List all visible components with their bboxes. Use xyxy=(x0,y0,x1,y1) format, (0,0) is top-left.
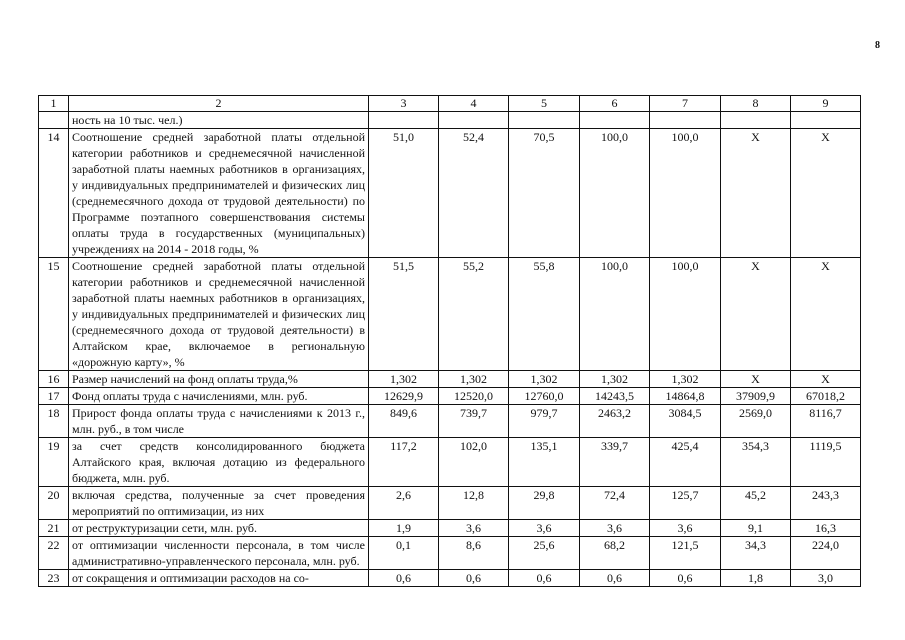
indicator-description: Фонд оплаты труда с начислениями, млн. руб. xyxy=(69,388,369,405)
value-cell: 0,6 xyxy=(580,570,650,587)
value-cell: 121,5 xyxy=(650,537,721,570)
value-cell: 14243,5 xyxy=(580,388,650,405)
value-cell xyxy=(509,112,580,129)
value-cell: 72,4 xyxy=(580,487,650,520)
value-cell: 51,5 xyxy=(369,258,439,371)
row-number: 14 xyxy=(39,129,69,258)
header-cell: 5 xyxy=(509,96,580,112)
value-cell: 12629,9 xyxy=(369,388,439,405)
value-cell: 100,0 xyxy=(650,129,721,258)
value-cell xyxy=(369,112,439,129)
value-cell: X xyxy=(721,258,791,371)
value-cell: 3,6 xyxy=(650,520,721,537)
table-row xyxy=(39,405,861,438)
value-cell: 70,5 xyxy=(509,129,580,258)
value-cell: 0,6 xyxy=(369,570,439,587)
row-number: 23 xyxy=(39,570,69,587)
table-row xyxy=(39,388,861,405)
value-cell: X xyxy=(791,371,861,388)
value-cell: 12760,0 xyxy=(509,388,580,405)
value-cell: 37909,9 xyxy=(721,388,791,405)
value-cell: 1,302 xyxy=(580,371,650,388)
value-cell: X xyxy=(791,258,861,371)
row-number: 21 xyxy=(39,520,69,537)
table-row xyxy=(39,487,861,520)
value-cell: 1,9 xyxy=(369,520,439,537)
value-cell: 55,8 xyxy=(509,258,580,371)
value-cell: 117,2 xyxy=(369,438,439,487)
value-cell: 45,2 xyxy=(721,487,791,520)
value-cell: 100,0 xyxy=(580,129,650,258)
indicator-description: включая средства, полученные за счет проведения мероприятий по оптимизации, из них xyxy=(69,487,369,520)
value-cell xyxy=(721,112,791,129)
table-row xyxy=(39,258,861,371)
value-cell xyxy=(791,112,861,129)
value-cell: 3084,5 xyxy=(650,405,721,438)
value-cell: 3,6 xyxy=(580,520,650,537)
value-cell: 16,3 xyxy=(791,520,861,537)
row-number: 15 xyxy=(39,258,69,371)
value-cell: 2,6 xyxy=(369,487,439,520)
value-cell: 1,302 xyxy=(439,371,509,388)
table-row xyxy=(39,520,861,537)
value-cell: 1,302 xyxy=(650,371,721,388)
value-cell: 425,4 xyxy=(650,438,721,487)
value-cell: 9,1 xyxy=(721,520,791,537)
header-cell: 4 xyxy=(439,96,509,112)
value-cell: 55,2 xyxy=(439,258,509,371)
value-cell xyxy=(439,112,509,129)
value-cell: 100,0 xyxy=(580,258,650,371)
value-cell: 2569,0 xyxy=(721,405,791,438)
value-cell: 1,302 xyxy=(369,371,439,388)
header-cell: 8 xyxy=(721,96,791,112)
table-row xyxy=(39,129,861,258)
value-cell: 14864,8 xyxy=(650,388,721,405)
value-cell: X xyxy=(721,371,791,388)
value-cell: 0,1 xyxy=(369,537,439,570)
table-row xyxy=(39,537,861,570)
header-cell: 9 xyxy=(791,96,861,112)
indicator-description: от оптимизации численности персонала, в том числе административно-управленческого персонала, млн. руб. xyxy=(69,537,369,570)
table-row xyxy=(39,112,861,129)
value-cell: 29,8 xyxy=(509,487,580,520)
row-number: 17 xyxy=(39,388,69,405)
row-number: 18 xyxy=(39,405,69,438)
value-cell: 339,7 xyxy=(580,438,650,487)
header-cell: 3 xyxy=(369,96,439,112)
value-cell: 2463,2 xyxy=(580,405,650,438)
value-cell: 51,0 xyxy=(369,129,439,258)
value-cell: 100,0 xyxy=(650,258,721,371)
value-cell: 8,6 xyxy=(439,537,509,570)
value-cell: 0,6 xyxy=(650,570,721,587)
row-number: 19 xyxy=(39,438,69,487)
value-cell: 224,0 xyxy=(791,537,861,570)
value-cell: 1,302 xyxy=(509,371,580,388)
value-cell xyxy=(650,112,721,129)
indicator-description: Прирост фонда оплаты труда с начислениями к 2013 г., млн. руб., в том числе xyxy=(69,405,369,438)
page-number: 8 xyxy=(875,40,880,51)
indicator-description: от сокращения и оптимизации расходов на со- xyxy=(69,570,369,587)
value-cell: 0,6 xyxy=(439,570,509,587)
row-number: 22 xyxy=(39,537,69,570)
value-cell: 135,1 xyxy=(509,438,580,487)
value-cell: 34,3 xyxy=(721,537,791,570)
value-cell: 849,6 xyxy=(369,405,439,438)
value-cell: 0,6 xyxy=(509,570,580,587)
indicators-table xyxy=(38,95,861,587)
value-cell: 25,6 xyxy=(509,537,580,570)
value-cell: 102,0 xyxy=(439,438,509,487)
value-cell: 125,7 xyxy=(650,487,721,520)
value-cell: 243,3 xyxy=(791,487,861,520)
value-cell: X xyxy=(791,129,861,258)
indicator-description: за счет средств консолидированного бюджета Алтайского края, включая дотацию из федерального бюджета, млн. руб. xyxy=(69,438,369,487)
value-cell: 1119,5 xyxy=(791,438,861,487)
value-cell: 52,4 xyxy=(439,129,509,258)
indicator-description: Соотношение средней заработной платы отдельной категории работников и среднемесячной начисленной заработной платы наемных работников в организациях, у индивидуальных предпринимателей и физических лиц (среднемесячного дохода от трудовой деятельности) в Алтайском крае, включаемое в региональную «дорожную карту», % xyxy=(69,258,369,371)
value-cell: 3,6 xyxy=(439,520,509,537)
indicator-description: Соотношение средней заработной платы отдельной категории работников и среднемесячной начисленной заработной платы наемных работников в организациях, у индивидуальных предпринимателей и физических лиц (среднемесячного дохода от трудовой деятельности) по Программе поэтапного совершенствования системы оплаты труда в государственных (муниципальных) учреждениях на 2014 - 2018 годы, % xyxy=(69,129,369,258)
row-number: 20 xyxy=(39,487,69,520)
table-header-row xyxy=(39,96,861,112)
value-cell: X xyxy=(721,129,791,258)
header-cell: 7 xyxy=(650,96,721,112)
value-cell: 3,6 xyxy=(509,520,580,537)
value-cell xyxy=(580,112,650,129)
header-cell: 6 xyxy=(580,96,650,112)
value-cell: 67018,2 xyxy=(791,388,861,405)
row-number xyxy=(39,112,69,129)
table-row xyxy=(39,570,861,587)
indicator-description: ность на 10 тыс. чел.) xyxy=(69,112,369,129)
value-cell: 12520,0 xyxy=(439,388,509,405)
header-cell: 1 xyxy=(39,96,69,112)
header-cell: 2 xyxy=(69,96,369,112)
value-cell: 354,3 xyxy=(721,438,791,487)
indicator-description: Размер начислений на фонд оплаты труда,% xyxy=(69,371,369,388)
value-cell: 8116,7 xyxy=(791,405,861,438)
value-cell: 68,2 xyxy=(580,537,650,570)
value-cell: 739,7 xyxy=(439,405,509,438)
row-number: 16 xyxy=(39,371,69,388)
value-cell: 3,0 xyxy=(791,570,861,587)
table-row xyxy=(39,438,861,487)
value-cell: 979,7 xyxy=(509,405,580,438)
table-row xyxy=(39,371,861,388)
indicator-description: от реструктуризации сети, млн. руб. xyxy=(69,520,369,537)
value-cell: 12,8 xyxy=(439,487,509,520)
value-cell: 1,8 xyxy=(721,570,791,587)
